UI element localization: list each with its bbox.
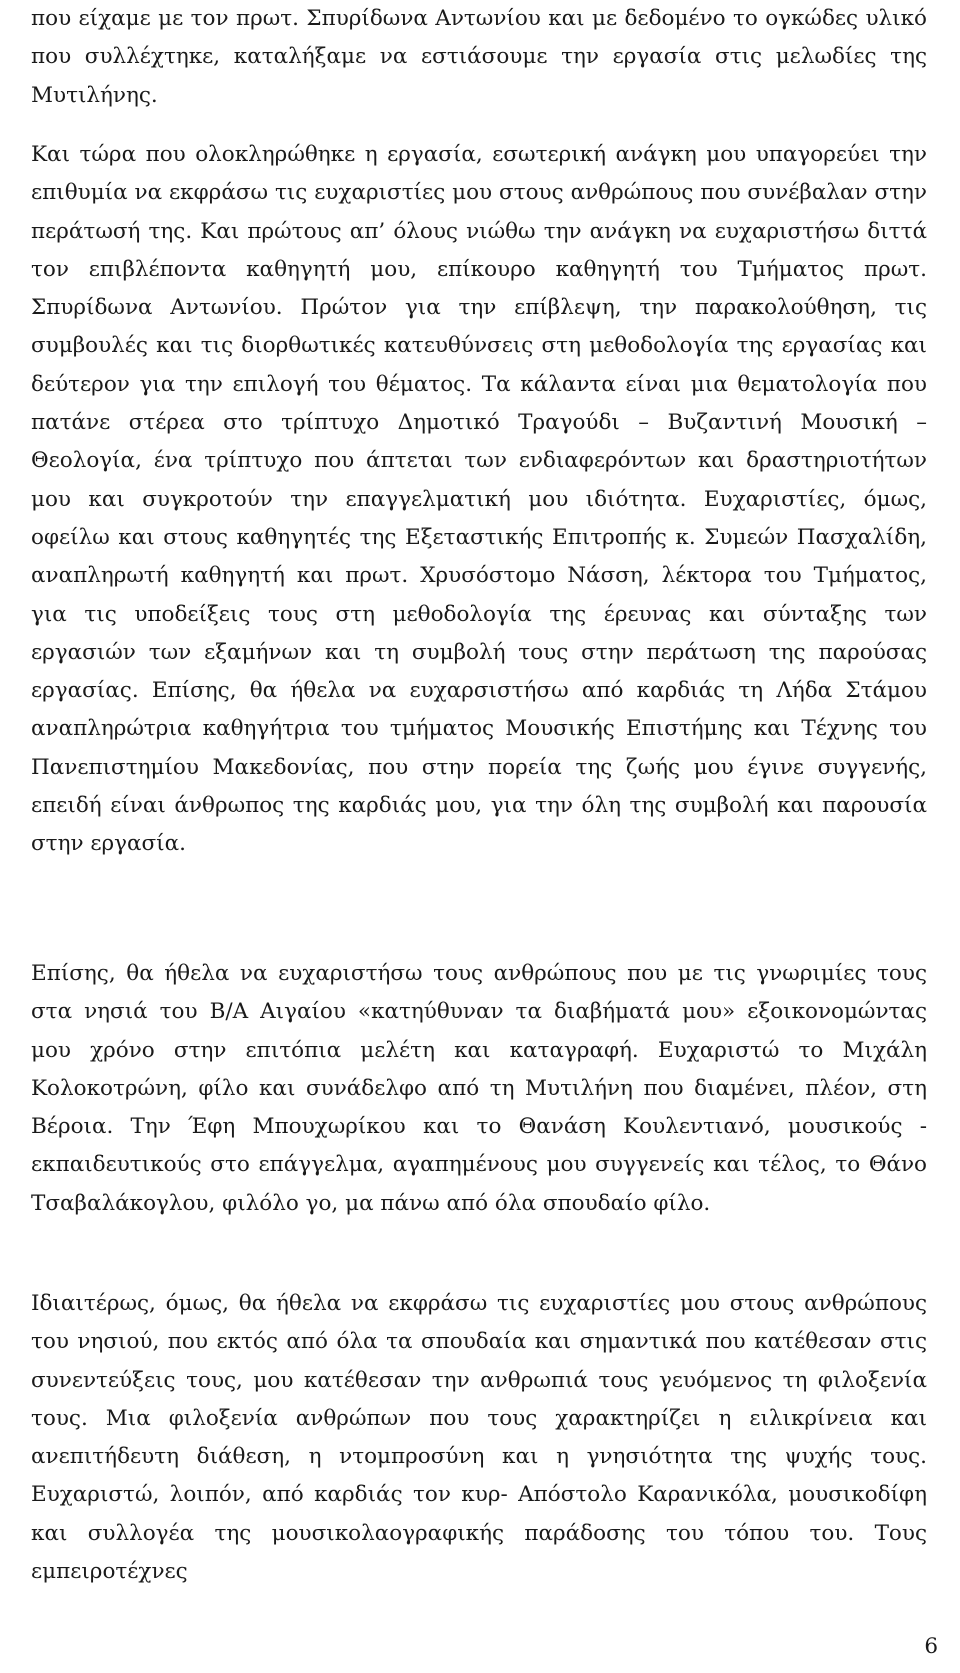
paragraph-acknowledgements-islanders: Ιδιαιτέρως, όμως, θα ήθελα να εκφράσω τις ευχαριστίες μου στους ανθρώπους του νησιού, που εκτός από όλα τα σπουδαία και σημαντικά που κατέθεσαν στις συνεντεύξεις τους, μου κατέθεσαν την ανθρωπιά τους γευόμενος τη φιλοξενία τους. Μια φιλοξενία ανθρώπων που τους χαρακτηρίζει η ειλικρίνεια και ανεπιτήδευτη διάθεση, η ντομπροσύνη και η γνησιότητα της ψυχής τους. Ευχαριστώ, λοιπόν, από καρδιάς τον κυρ- Απόστολο Καρανικόλα, μουσικοδίφη και συλλογέα της μουσικολαογραφικής παράδοσης του τόπου του. Τους εμπειροτέχνες — [31, 1291, 927, 1585]
page-number: 6 — [924, 1634, 938, 1659]
paragraph-continuation: που είχαμε με τον πρωτ. Σπυρίδωνα Αντωνίου και με δεδομένο το ογκώδες υλικό που συλλέχτηκε, καταλήξαμε να εστιάσουμε την εργασία στις μελωδίες της Μυτιλήνης. — [31, 6, 927, 108]
paragraph-acknowledgements-contacts: Επίσης, θα ήθελα να ευχαριστήσω τους ανθρώπους που με τις γνωριμίες τους στα νησιά του Β/Α Αιγαίου «κατηύθυναν τα διαβήματά μου» εξοικονομώντας μου χρόνο στην επιτόπια μελέτη και καταγραφή. Ευχαριστώ το Μιχάλη Κολοκοτρώνη, φίλο και συνάδελφο από τη Μυτιλήνη που διαμένει, πλέον, στη Βέροια. Την Έφη Μπουχωρίκου και το Θανάση Κουλεντιανό, μουσικούς - εκπαιδευτικούς στο επάγγελμα, αγαπημένους μου συγγενείς και τέλος, το Θάνο Τσαβαλάκογλου, φιλόλο γο, μα πάνω από όλα σπουδαίο φίλο. — [31, 961, 927, 1216]
paragraph-acknowledgements-supervisors: Και τώρα που ολοκληρώθηκε η εργασία, εσωτερική ανάγκη μου υπαγορεύει την επιθυμία να εκφράσω τις ευχαριστίες μου στους ανθρώπους που συνέβαλαν στην περάτωσή της. Και πρώτους απ’ όλους νιώθω την ανάγκη να ευχαριστήσω διττά τον επιβλέποντα καθηγητή μου, επίκουρο καθηγητή του Τμήματος πρωτ. Σπυρίδωνα Αντωνίου. Πρώτον για την επίβλεψη, την παρακολούθηση, τις συμβουλές και τις διορθωτικές κατευθύνσεις στη μεθοδολογία της εργασίας και δεύτερον για την επιλογή του θέματος. Τα κάλαντα είναι μια θεματολογία που πατάνε στέρεα στο τρίπτυχο Δημοτικό Τραγούδι – Βυζαντινή Μουσική – Θεολογία, ένα τρίπτυχο που άπτεται των ενδιαφερόντων και δραστηριοτήτων μου και συγκροτούν την επαγγελματική μου ιδιότητα. Ευχαριστίες, όμως, οφείλω και στους καθηγητές της Εξεταστικής Επιτροπής κ. Συμεών Πασχαλίδη, αναπληρωτή καθηγητή και πρωτ. Χρυσόστομο Νάσση, λέκτορα του Τμήματος, για τις υποδείξεις τους στη μεθοδολογία της έρευνας και σύνταξης των εργασιών των εξαμήνων και τη συμβολή τους στην περάτωση της παρούσας εργασίας. Επίσης, θα ήθελα να ευχαρσιστήσω από καρδιάς τη Λήδα Στάμου αναπληρώτρια καθηγήτρια του τμήματος Μουσικής Επιστήμης και Τέχνης του Πανεπιστημίου Μακεδονίας, που στην πορεία της ζωής μου έγινε συγγενής, επειδή είναι άνθρωπος της καρδιάς μου, για την όλη της συμβολή και παρουσία στην εργασία. — [31, 142, 927, 857]
